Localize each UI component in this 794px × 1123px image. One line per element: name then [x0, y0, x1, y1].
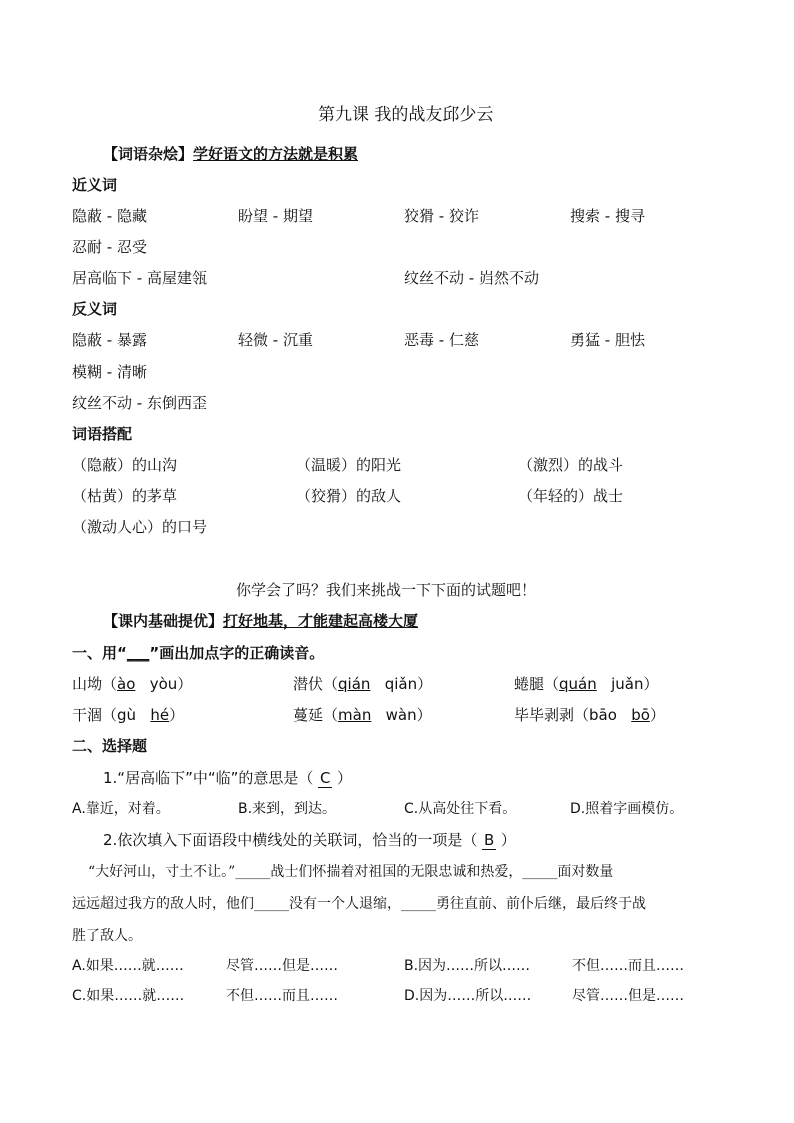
pinyin-item [72, 705, 184, 725]
q2-sub2-passage-line: 远远超过我方的敌人时，他们_____没有一个人退缩，_____勇往直前、前仆后继，最后终于战 [72, 896, 646, 912]
paren: ） [649, 706, 665, 724]
paren: ） [643, 675, 659, 693]
q1-heading-suffix: ”画出加点字的正确读音。 [149, 644, 325, 662]
basic-section-slogan: 打好地基，才能建起高楼大厦 [223, 612, 419, 630]
synonym-pair: 忍耐 - 忍受 [72, 238, 147, 256]
q2-heading: 二、选择题 [72, 737, 148, 755]
antonym-pair: 纹丝不动 - 东倒西歪 [72, 394, 207, 412]
pinyin-word: 蜷腿 [514, 675, 545, 693]
q2-sub2-option: D.因为……所以…… [404, 988, 532, 1004]
paren: （ [574, 706, 590, 724]
paren: ） [417, 675, 433, 693]
q2-sub1-option: A.靠近，对着。 [72, 801, 170, 817]
pinyin-option-correct: ào [117, 675, 136, 693]
q2-sub1-option: B.来到，到达。 [238, 801, 337, 817]
collocation: （激烈）的战斗 [518, 456, 624, 474]
collocation: （激动人心）的口号 [72, 518, 208, 536]
pinyin-option: bāo [589, 706, 617, 724]
collocation: （枯黄）的茅草 [72, 487, 178, 505]
collocation: （温暖）的阳光 [296, 456, 402, 474]
q1-heading-blank: ___ [126, 644, 150, 662]
paren: ） [416, 706, 432, 724]
antonyms-heading: 反义词 [72, 300, 118, 318]
challenge-line: 你学会了吗？我们来挑战一下下面的试题吧！ [236, 581, 537, 599]
pinyin-option-correct: hé [150, 706, 170, 724]
q2-sub1-option: C.从高处往下看。 [404, 801, 517, 817]
q2-sub2-option: 不但……而且…… [572, 958, 684, 974]
collocation: （狡猾）的敌人 [296, 487, 402, 505]
q2-sub2-stem-text: 2.依次填入下面语段中横线处的关联词，恰当的一项是（ [103, 831, 478, 849]
antonym-pair: 勇猛 - 胆怯 [570, 331, 645, 349]
pinyin-option-correct: màn [338, 706, 372, 724]
pinyin-option-correct: qián [338, 675, 371, 693]
pinyin-item [293, 705, 432, 725]
antonym-pair: 轻微 - 沉重 [238, 331, 313, 349]
q2-sub2-option: 不但……而且…… [226, 988, 338, 1004]
q2-sub2-answer: B [483, 831, 495, 849]
q2-sub2-option: 尽管……但是…… [572, 988, 684, 1004]
pinyin-word: 潜伏 [293, 675, 324, 693]
pinyin-word: 干涸 [72, 706, 103, 724]
synonym-pair: 纹丝不动 - 岿然不动 [404, 269, 539, 287]
synonym-pair: 搜索 - 搜寻 [570, 207, 645, 225]
pinyin-word: 蔓延 [293, 706, 324, 724]
paren: （ [323, 675, 339, 693]
synonym-pair: 狡猾 - 狡诈 [404, 207, 479, 225]
q2-sub1-stem [103, 768, 352, 788]
pinyin-option: juǎn [611, 675, 644, 693]
pinyin-item [72, 674, 192, 694]
q2-sub2-passage-line: 胜了敌人。 [72, 928, 142, 944]
q2-sub2-option: C.如果……就…… [72, 988, 185, 1004]
q2-sub2-stem [103, 830, 516, 850]
pinyin-option-correct: bō [631, 706, 650, 724]
q2-sub2-option: A.如果……就…… [72, 958, 184, 974]
pinyin-item [514, 705, 665, 725]
pinyin-option: qiǎn [384, 675, 418, 693]
paren: ） [169, 706, 185, 724]
pinyin-item [514, 674, 658, 694]
q1-heading [72, 643, 324, 663]
paren: （ [323, 706, 339, 724]
antonym-pair: 模糊 - 清晰 [72, 363, 147, 381]
vocab-section-slogan: 学好语文的方法就是积累 [193, 145, 359, 163]
synonyms-heading: 近义词 [72, 176, 118, 194]
pinyin-word: 毕毕剥剥 [514, 706, 575, 724]
q2-sub2-option: B.因为……所以…… [404, 958, 531, 974]
synonym-pair: 盼望 - 期望 [238, 207, 313, 225]
pinyin-option: wàn [385, 706, 417, 724]
paren: （ [544, 675, 560, 693]
synonym-pair: 居高临下 - 高屋建瓴 [72, 269, 207, 287]
paren: ） [336, 769, 352, 787]
vocab-section-label: 【词语杂烩】 [103, 145, 194, 163]
paren: ） [177, 675, 193, 693]
q2-sub2-passage-line: “大好河山，寸土不让。”_____战士们怀揣着对祖国的无限忠诚和热爱，_____面对数量 [88, 864, 614, 880]
paren: （ [102, 675, 118, 693]
pinyin-word: 山坳 [72, 675, 103, 693]
antonym-pair: 恶毒 - 仁慈 [404, 331, 479, 349]
synonym-pair: 隐蔽 - 隐藏 [72, 207, 147, 225]
pinyin-option: gù [117, 706, 137, 724]
pinyin-item [293, 674, 432, 694]
collocation: （年轻的）战士 [518, 487, 624, 505]
q2-sub1-answer: C [319, 769, 331, 787]
q2-sub1-stem-text: 1.“居高临下”中“临”的意思是（ [103, 769, 314, 787]
q2-sub1-option: D.照着字画模仿。 [570, 801, 684, 817]
collocation: （隐蔽）的山沟 [72, 456, 178, 474]
page-title: 第九课 我的战友邱少云 [318, 105, 494, 125]
pinyin-option: yòu [149, 675, 178, 693]
antonym-pair: 隐蔽 - 暴露 [72, 331, 147, 349]
paren: （ [102, 706, 118, 724]
q1-heading-prefix: 一、用“ [72, 644, 127, 662]
pinyin-option-correct: quán [559, 675, 597, 693]
paren: ） [500, 831, 516, 849]
collocations-heading: 词语搭配 [72, 425, 133, 443]
q2-sub2-option: 尽管……但是…… [226, 958, 338, 974]
basic-section-label: 【课内基础提优】 [103, 612, 224, 630]
vocab-section-header [103, 144, 358, 164]
basic-section-header [103, 611, 418, 631]
